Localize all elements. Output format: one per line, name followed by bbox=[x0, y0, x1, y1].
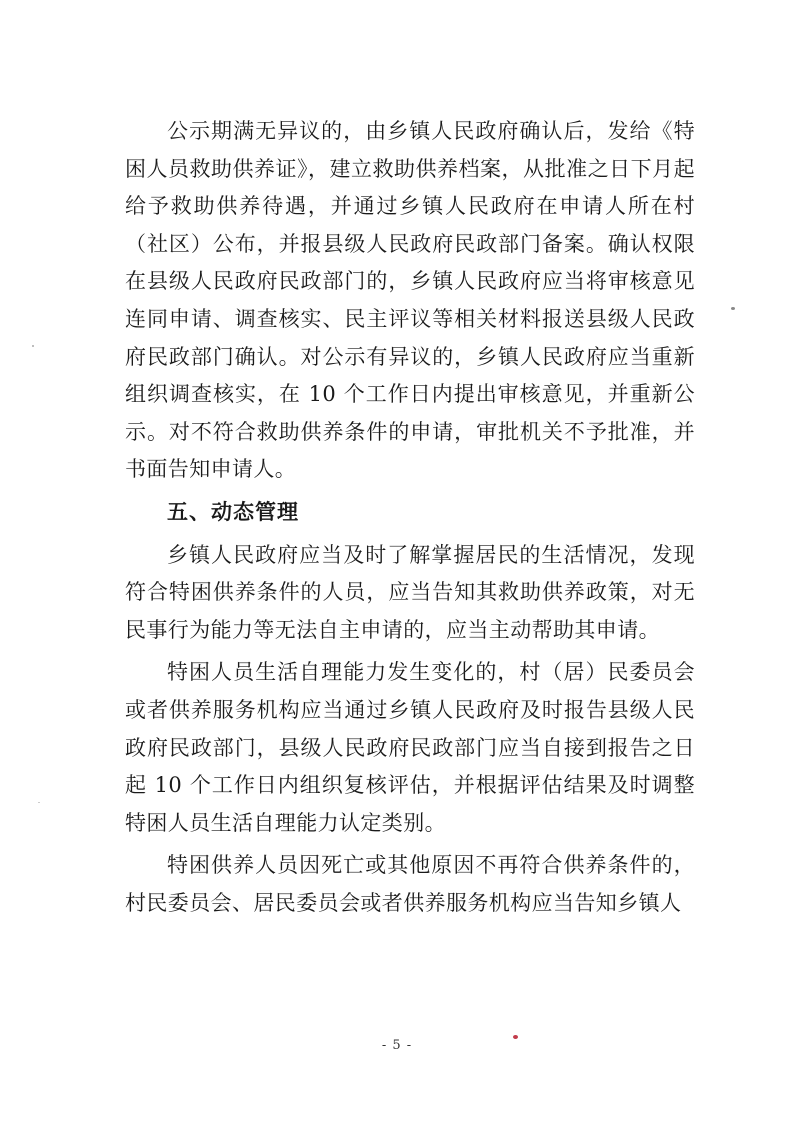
scan-speck bbox=[38, 802, 40, 803]
document-body bbox=[125, 113, 695, 927]
paragraph-approval: 公示期满无异议的，由乡镇人民政府确认后，发给《特困人员救助供养证》，建立救助供养档案，从批准之日下月起给予救助供养待遇，并通过乡镇人民政府在申请人所在村（社区）公布，并报县级人民政府民政部门备案。确认权限在县级人民政府民政部门的，乡镇人民政府应当将审核意见连同申请、调查核实、民主评议等相关材料报送县级人民政府民政部门确认。对公示有异议的，乡镇人民政府应当重新组织调查核实，在 10 个工作日内提出审核意见，并重新公示。对不符合救助供养条件的申请，审批机关不予批准，并书面告知申请人。 bbox=[125, 119, 695, 482]
paragraph-termination: 特困供养人员因死亡或其他原因不再符合供养条件的，村民委员会、居民委员会或者供养服务机构应当告知乡镇人 bbox=[125, 853, 695, 915]
paragraph-ability-change: 特困人员生活自理能力发生变化的，村（居）民委员会或者供养服务机构应当通过乡镇人民政府及时报告县级人民政府民政部门，县级人民政府民政部门应当自接到报告之日起 10 个工作日内组织复核评估，并根据评估结果及时调整特困人员生活自理能力认定类别。 bbox=[125, 660, 695, 835]
section-heading-dynamic-management: 五、动态管理 bbox=[167, 499, 299, 524]
scan-speck bbox=[731, 307, 735, 310]
paragraph-township-duty: 乡镇人民政府应当及时了解掌握居民的生活情况，发现符合特困供养条件的人员，应当告知其救助供养政策，对无民事行为能力等无法自主申请的，应当主动帮助其申请。 bbox=[125, 542, 695, 642]
page-number: - 5 - bbox=[381, 1038, 413, 1053]
scan-speck bbox=[513, 1035, 518, 1039]
scan-speck bbox=[32, 345, 34, 347]
